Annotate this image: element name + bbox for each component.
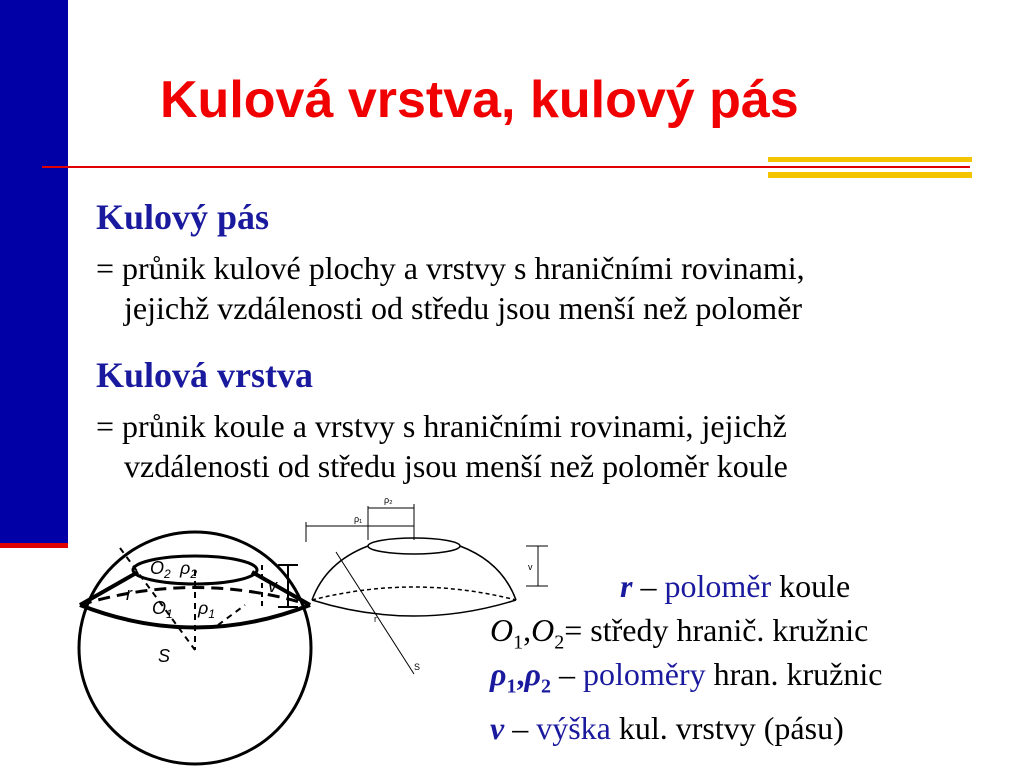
legend-centers: $O_1,O_2=$ středy hranič. kružnic	[490, 612, 869, 654]
definition-kulova-vrstva	[96, 406, 788, 486]
definition-line: vzdálenosti od středu jsou menší než poloměr koule	[124, 448, 788, 484]
definition-kulovy-pas	[96, 248, 805, 328]
label-rho1: $\rho_1$	[198, 598, 215, 621]
symbol-r: r	[620, 568, 633, 604]
label-p1: ρ₁	[354, 514, 363, 524]
accent-stripe-top	[768, 157, 972, 162]
legend-radius: r – poloměr koule	[620, 568, 851, 604]
label-v: v	[268, 576, 277, 596]
legend-radii: $\rho_1,\rho_2$ – poloměry hran. kružnic	[490, 656, 883, 698]
label-o2: $O_2$	[150, 558, 171, 581]
label-s: S	[158, 646, 171, 666]
label-rho2: $\rho_2$	[180, 558, 197, 581]
term-polomery: poloměry	[582, 656, 706, 692]
side-bar	[0, 0, 68, 548]
term-polomer: poloměr	[664, 568, 772, 604]
heading-kulova-vrstva: Kulová vrstva	[96, 355, 314, 395]
definition-line: jejichž vzdálenosti od středu jsou menší než poloměr	[124, 290, 803, 326]
label-p2: ρ₂	[384, 495, 393, 505]
label-s: S	[414, 662, 421, 672]
slide-title: Kulová vrstva, kulový pás	[160, 71, 799, 129]
label-v: v	[528, 562, 533, 572]
accent-stripe-bottom	[768, 172, 972, 178]
sphere-layer-figure	[70, 530, 310, 766]
definition-line: = průnik kulové plochy a vrstvy s hraničními rovinami,	[96, 250, 805, 286]
title-underline	[42, 166, 970, 168]
heading-kulovy-pas: Kulový pás	[96, 197, 270, 237]
side-bar-edge	[0, 543, 68, 548]
definition-line: = průnik koule a vrstvy s hraničními rovinami, jejichž	[96, 408, 787, 444]
label-r: r	[126, 584, 132, 604]
label-o1: $O_1$	[152, 598, 173, 621]
legend-height: v – výška kul. vrstvy (pásu)	[490, 710, 844, 746]
label-r: r	[374, 614, 377, 624]
term-vyska: výška	[536, 710, 611, 746]
symbol-v: v	[490, 710, 505, 746]
